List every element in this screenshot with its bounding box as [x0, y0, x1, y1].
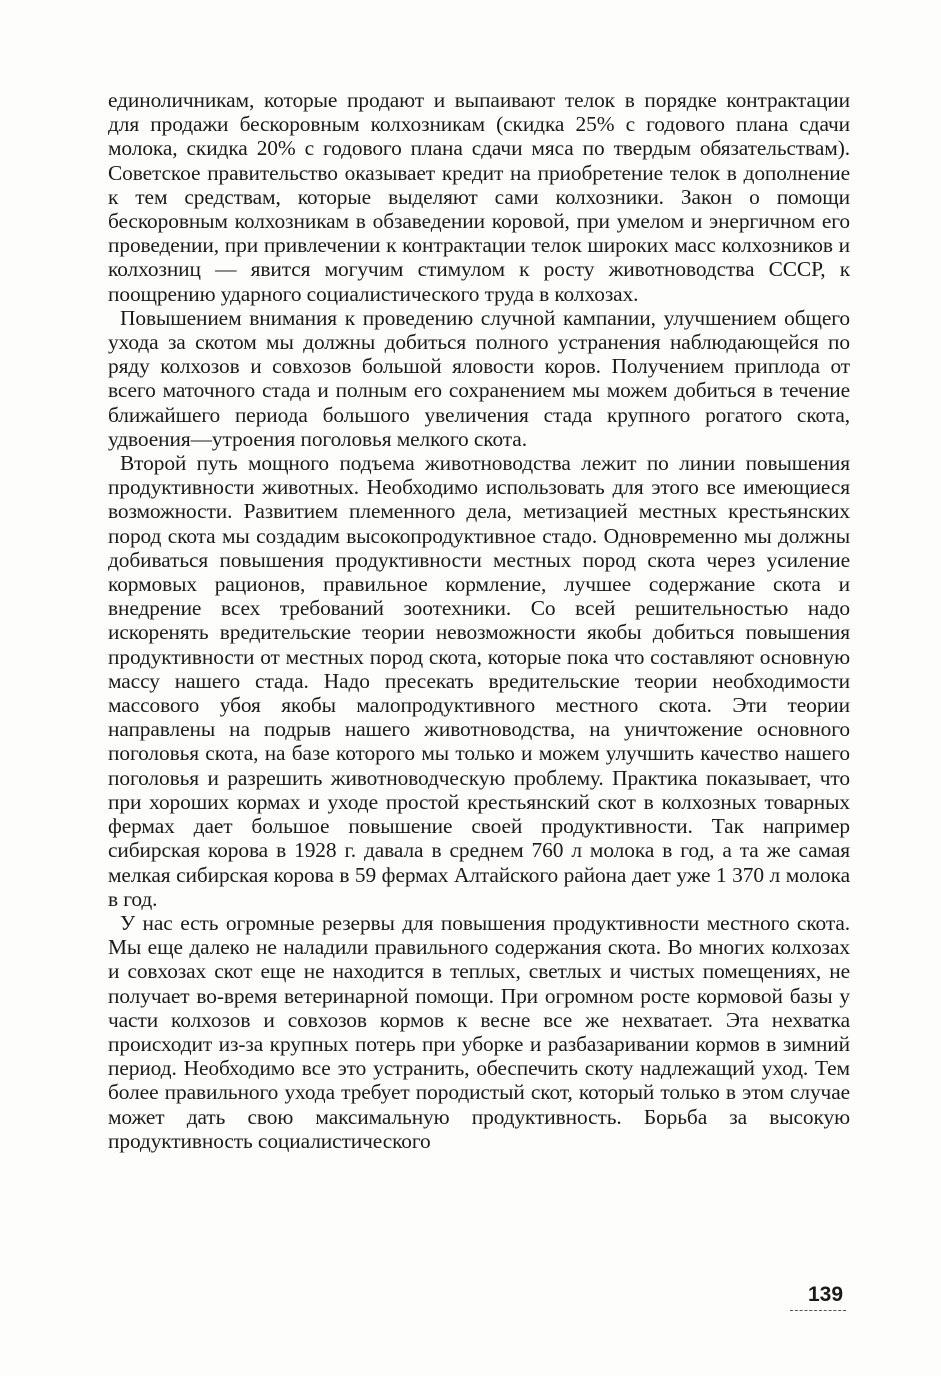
- paragraph-2: Повышением внимания к проведению случной кампании, улучшением общего ухода за скотом мы должны добиться полного устранения наблюдающейся по ряду колхозов и совхозов большой яловости коров. Получением приплода от всего маточного стада и полным его сохранением мы можем добиться в течение ближайшего периода большого увеличения стада крупного рогатого скота, удвоения—утроения поголовья мелкого скота.: [108, 305, 850, 451]
- page-number-rule: [790, 1310, 846, 1311]
- paragraph-3: Второй путь мощного подъема животноводства лежит по линии повышения продуктивности животных. Необходимо использовать для этого все имеющиеся возможности. Развитием племенного дела, метизацией местных крестьянских пород скота мы создадим высокопродуктивное стадо. Одновременно мы должны добиваться повышения продуктивности местных пород скота через усиление кормовых рационов, правильное кормление, лучшее содержание скота и внедрение всех требований зоотехники. Со всей решительностью надо искоренять вредительские теории невозможности якобы добиться повышения продуктивности от местных пород скота, которые пока что составляют основную массу нашего стада. Надо пресекать вредительские теории необходимости массового убоя якобы малопродуктивного местного скота. Эти теории направлены на подрыв нашего животноводства, на уничтожение основного поголовья скота, на базе которого мы только и можем улучшить качество нашего поголовья и разрешить животноводческую проблему. Практика показывает, что при хороших кормах и уходе простой крестьянский скот в колхозных товарных фермах дает большое повышение своей продуктивности. Так например сибирская корова в 1928 г. давала в среднем 760 л молока в год, а та же самая мелкая сибирская корова в 59 фермах Алтайского района дает уже 1 370 л молока в год.: [108, 451, 850, 911]
- body-text: [108, 88, 850, 1153]
- paragraph-1: единоличникам, которые продают и выпаивают телок в порядке контрактации для продажи бескоровным колхозникам (скидка 25% с годового плана сдачи молока, скидка 20% с годового плана сдачи мяса по твердым обязательствам). Советское правительство оказывает кредит на приобретение телок в дополнение к тем средствам, которые выделяют сами колхозники. Закон о помощи бескоровным колхозникам в обзаведении коровой, при умелом и энергичном его проведении, при привлечении к контрактации телок широких масс колхозников и колхозниц — явится могучим стимулом к росту животноводства СССР, к поощрению ударного социалистического труда в колхозах.: [108, 88, 850, 306]
- page-number: 139: [808, 1283, 844, 1306]
- paragraph-4: У нас есть огромные резервы для повышения продуктивности местного скота. Мы еще далеко не наладили правильного содержания скота. Во многих колхозах и совхозах скот еще не находится в теплых, светлых и чистых помещениях, не получает во-время ветеринарной помощи. При огромном росте кормовой базы у части колхозов и совхозов кормов к весне все же нехватает. Эта нехватка происходит из-за крупных потерь при уборке и разбазаривании кормов в зимний период. Необходимо все это устранить, обеспечить скоту надлежащий уход. Тем более правильного ухода требует породистый скот, который только в этом случае может дать свою максимальную продуктивность. Борьба за высокую продуктивность социалистического: [108, 910, 850, 1153]
